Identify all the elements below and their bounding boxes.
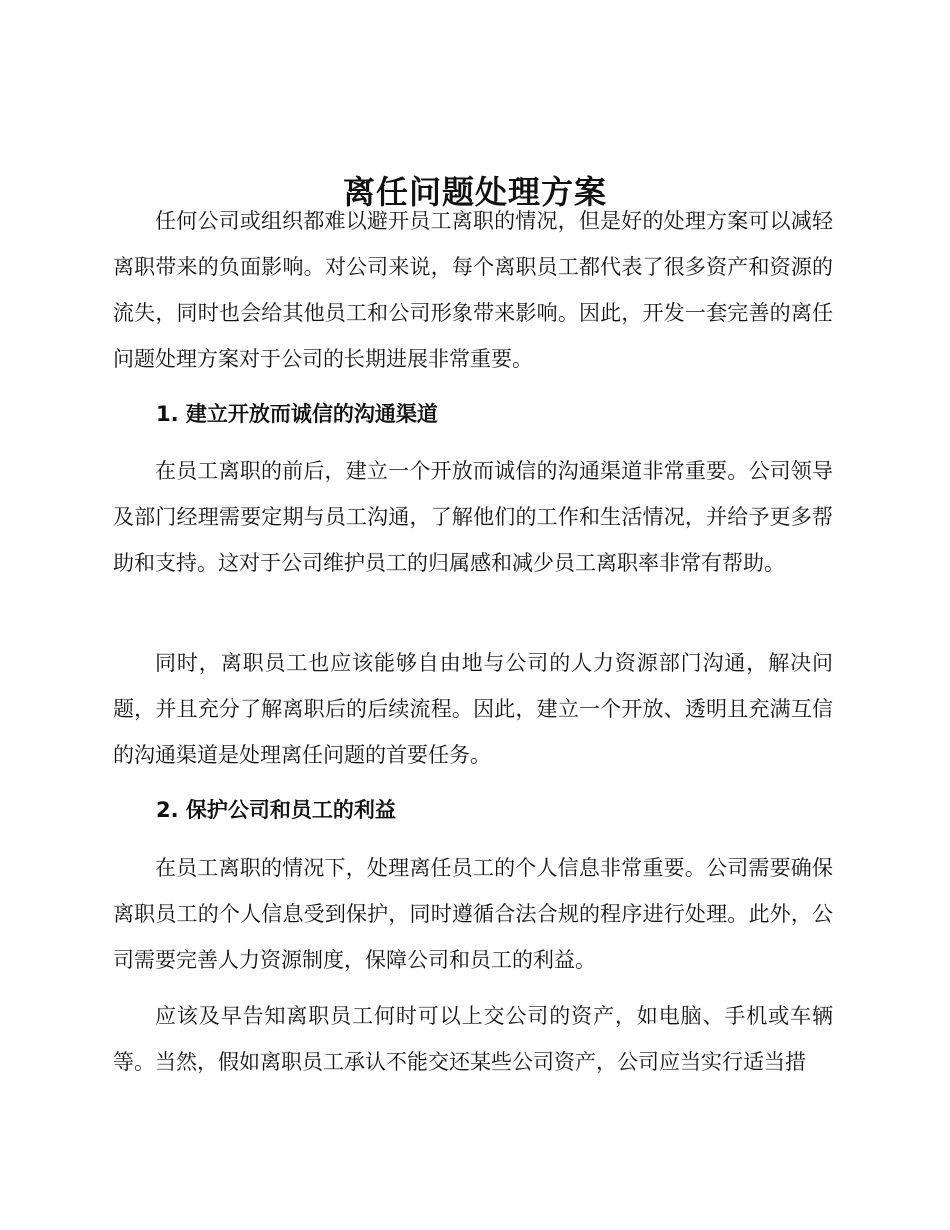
section-1-heading: 1. 建立开放而诚信的沟通渠道	[156, 402, 438, 426]
section-2-paragraph-2: 应该及早告知离职员工何时可以上交公司的资产，如电脑、手机或车辆等。当然，假如离职员工承认不能交还某些公司资产，公司应当实行适当措	[113, 1004, 833, 1074]
section-1-paragraph-2: 同时，离职员工也应该能够自由地与公司的人力资源部门沟通，解决问题，并且充分了解离职后的后续流程。因此，建立一个开放、透明且充满互信的沟通渠道是处理离任问题的首要任务。	[113, 651, 833, 767]
section-2-paragraph-1: 在员工离职的情况下，处理离任员工的个人信息非常重要。公司需要确保离职员工的个人信息受到保护，同时遵循合法合规的程序进行处理。此外，公司需要完善人力资源制度，保障公司和员工的利益。	[113, 856, 833, 972]
intro-paragraph: 任何公司或组织都难以避开员工离职的情况，但是好的处理方案可以减轻离职带来的负面影响。对公司来说，每个离职员工都代表了很多资产和资源的流失，同时也会给其他员工和公司形象带来影响。因此，开发一套完善的离任问题处理方案对于公司的长期进展非常重要。	[113, 209, 833, 371]
section-1-paragraph-1: 在员工离职的前后，建立一个开放而诚信的沟通渠道非常重要。公司领导及部门经理需要定期与员工沟通，了解他们的工作和生活情况，并给予更多帮助和支持。这对于公司维护员工的归属感和减少员工离职率非常有帮助。	[113, 459, 833, 575]
section-2-heading: 2. 保护公司和员工的利益	[156, 798, 396, 822]
document-title: 离任问题处理方案	[342, 173, 607, 212]
